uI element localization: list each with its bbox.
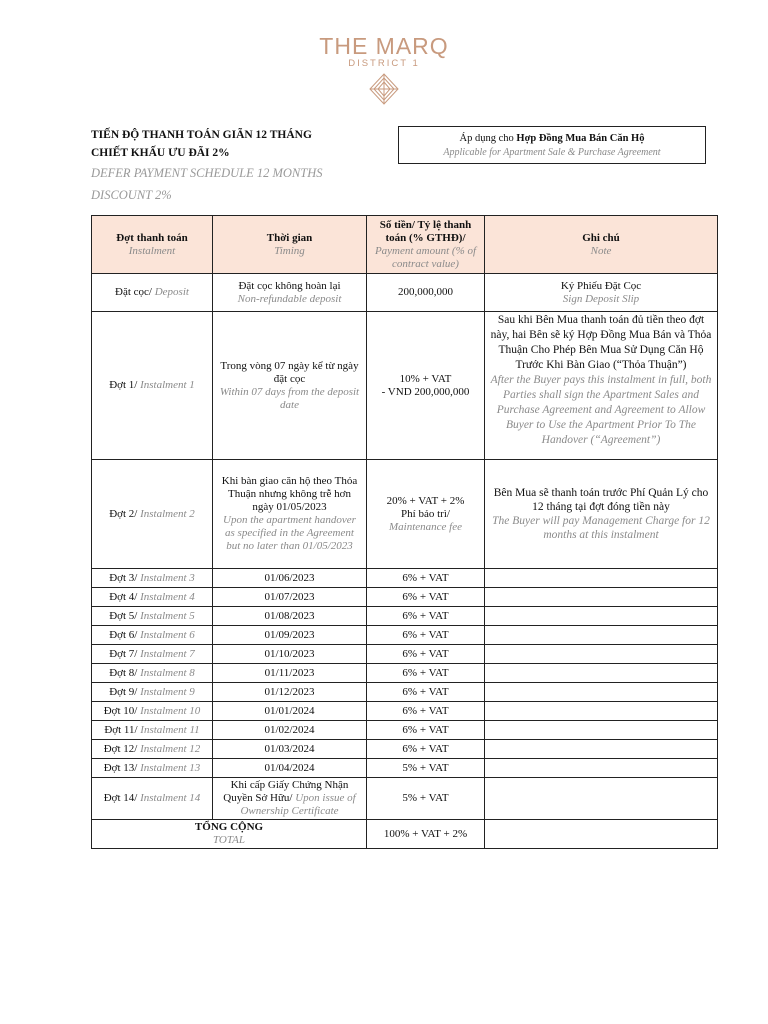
header-timing-en: Timing xyxy=(274,244,305,257)
amount-cell: 6% + VAT xyxy=(367,569,485,588)
header-timing-vn: Thời gian xyxy=(266,231,313,244)
title-en-line1: DEFER PAYMENT SCHEDULE 12 MONTHS xyxy=(91,166,323,180)
instalment-cell xyxy=(92,759,213,778)
timing-cell xyxy=(213,460,367,569)
document-title xyxy=(91,126,391,206)
timing-cell: 01/08/2023 xyxy=(213,607,367,626)
applicable-box xyxy=(398,126,706,164)
timing-cell: 01/01/2024 xyxy=(213,702,367,721)
instalment-vn: Đợt 1/ xyxy=(109,379,141,391)
instalment-en: Instalment 14 xyxy=(140,792,201,804)
header-amount-vn: Số tiền/ Tỷ lệ thanh toán (% GTHĐ)/ xyxy=(379,218,472,244)
instalment-cell xyxy=(92,607,213,626)
table-row xyxy=(92,460,718,569)
instalment-cell xyxy=(92,588,213,607)
instalment-cell xyxy=(92,645,213,664)
title-vn-line1: TIẾN ĐỘ THANH TOÁN GIÃN 12 THÁNG xyxy=(91,129,312,141)
instalment-en: Deposit xyxy=(154,286,189,298)
table-row xyxy=(92,312,718,460)
instalment-en: Instalment 2 xyxy=(140,507,195,520)
timing-en: Upon issue of Ownership Certificate xyxy=(240,792,356,817)
title-vn-line2: CHIẾT KHẤU ƯU ĐÃI 2% xyxy=(91,147,230,159)
amount-cell: 6% + VAT xyxy=(367,740,485,759)
instalment-en: Instalment 7 xyxy=(140,647,195,660)
applicable-en: Applicable for Apartment Sale & Purchase Agreement xyxy=(443,147,661,158)
instalment-vn: Đợt 13/ xyxy=(103,761,141,774)
applicable-vn xyxy=(399,132,705,146)
note-cell xyxy=(485,626,718,645)
table-row xyxy=(92,721,718,740)
note-en: The Buyer will pay Management Charge for 12 months at this instalment xyxy=(492,515,710,541)
timing-en: Upon the apartment handover as specified in the Agreement but no later than 01/05/2023 xyxy=(223,514,356,552)
instalment-cell xyxy=(92,702,213,721)
instalment-vn: Đợt 5/ xyxy=(109,609,141,622)
note-cell xyxy=(485,569,718,588)
amount-line1: 10% + VAT xyxy=(399,372,452,385)
table-row xyxy=(92,645,718,664)
instalment-cell xyxy=(92,778,213,820)
timing-cell: 01/12/2023 xyxy=(213,683,367,702)
instalment-cell xyxy=(92,683,213,702)
total-amount-cell: 100% + VAT + 2% xyxy=(367,820,485,849)
timing-vn: Đặt cọc không hoàn lại xyxy=(238,279,341,292)
table-row xyxy=(92,702,718,721)
note-en: After the Buyer pays this instalment in full, both Parties shall sign the Apartment Sales and Purchase Agreement and Agreement to Allow Buyer to Use the Apartment Prior To The Handover (“Agreement”) xyxy=(490,374,712,446)
table-row xyxy=(92,683,718,702)
note-cell xyxy=(485,312,718,460)
total-en: TOTAL xyxy=(212,834,245,846)
note-cell xyxy=(485,664,718,683)
instalment-en: Instalment 10 xyxy=(140,704,201,717)
header-instalment-vn: Đợt thanh toán xyxy=(116,231,188,244)
timing-en: Within 07 days from the deposit date xyxy=(219,385,360,411)
note-cell xyxy=(485,740,718,759)
table-row xyxy=(92,778,718,820)
timing-vn: Khi cấp Giấy Chứng Nhận Quyền Sở Hữu/ xyxy=(223,779,349,804)
instalment-en: Instalment 11 xyxy=(140,723,200,736)
amount-cell xyxy=(367,460,485,569)
header-amount xyxy=(367,216,485,274)
amount-line2: - VND 200,000,000 xyxy=(381,385,470,398)
logo-sub: DISTRICT 1 xyxy=(348,58,420,69)
logo-emblem-icon xyxy=(0,73,768,110)
table-row xyxy=(92,740,718,759)
title-en-line2: DISCOUNT 2% xyxy=(91,188,172,202)
header-amount-en: Payment amount (% of contract value) xyxy=(374,244,477,270)
note-vn: Ký Phiếu Đặt Cọc xyxy=(560,279,642,292)
timing-cell: 01/09/2023 xyxy=(213,626,367,645)
applicable-vn-prefix: Áp dụng cho xyxy=(459,133,517,144)
instalment-en: Instalment 3 xyxy=(140,571,195,584)
instalment-vn: Đợt 12/ xyxy=(103,742,141,755)
logo xyxy=(0,34,768,110)
note-cell xyxy=(485,759,718,778)
amount-cell: 6% + VAT xyxy=(367,626,485,645)
amount-cell: 6% + VAT xyxy=(367,588,485,607)
instalment-vn: Đặt cọc/ xyxy=(115,286,155,298)
instalment-vn: Đợt 9/ xyxy=(109,685,141,698)
amount-cell: 6% + VAT xyxy=(367,607,485,626)
instalment-en: Instalment 12 xyxy=(140,742,201,755)
table-row xyxy=(92,588,718,607)
instalment-vn: Đợt 10/ xyxy=(103,704,141,717)
timing-cell: 01/04/2024 xyxy=(213,759,367,778)
table-row xyxy=(92,759,718,778)
timing-cell: 01/11/2023 xyxy=(213,664,367,683)
amount-cell xyxy=(367,312,485,460)
instalment-cell xyxy=(92,664,213,683)
table-header-row xyxy=(92,216,718,274)
instalment-en: Instalment 13 xyxy=(140,761,201,774)
instalment-vn: Đợt 11/ xyxy=(104,723,141,736)
instalment-vn: Đợt 2/ xyxy=(109,507,141,520)
applicable-vn-bold: Hợp Đồng Mua Bán Căn Hộ xyxy=(516,133,645,144)
table-row xyxy=(92,274,718,312)
instalment-vn: Đợt 7/ xyxy=(109,647,141,660)
instalment-cell xyxy=(92,721,213,740)
amount-cell: 200,000,000 xyxy=(367,274,485,312)
total-row xyxy=(92,820,718,849)
instalment-en: Instalment 4 xyxy=(140,590,195,603)
instalment-en: Instalment 5 xyxy=(140,609,195,622)
table-row xyxy=(92,569,718,588)
timing-cell: 01/03/2024 xyxy=(213,740,367,759)
note-cell xyxy=(485,607,718,626)
instalment-en: Instalment 8 xyxy=(140,666,195,679)
instalment-cell xyxy=(92,740,213,759)
instalment-vn: Đợt 3/ xyxy=(109,571,141,584)
amount-line1: 20% + VAT + 2% xyxy=(386,494,465,507)
timing-cell: 01/07/2023 xyxy=(213,588,367,607)
instalment-cell xyxy=(92,312,213,460)
timing-vn: Trong vòng 07 ngày kể từ ngày đặt cọc xyxy=(220,359,359,385)
table-row xyxy=(92,664,718,683)
amount-cell: 6% + VAT xyxy=(367,721,485,740)
instalment-en: Instalment 1 xyxy=(140,379,195,391)
table-row xyxy=(92,626,718,645)
amount-cell: 6% + VAT xyxy=(367,645,485,664)
instalment-vn: Đợt 8/ xyxy=(109,666,141,679)
timing-cell: 01/02/2024 xyxy=(213,721,367,740)
instalment-cell xyxy=(92,274,213,312)
payment-schedule-table xyxy=(91,215,718,849)
timing-vn: Khi bàn giao căn hộ theo Thỏa Thuận nhưng không trễ hơn ngày 01/05/2023 xyxy=(221,475,358,513)
timing-cell: 01/06/2023 xyxy=(213,569,367,588)
table-row xyxy=(92,607,718,626)
instalment-en: Instalment 6 xyxy=(140,628,195,641)
note-cell xyxy=(485,460,718,569)
logo-brand: THE MARQ xyxy=(319,33,449,59)
timing-cell xyxy=(213,274,367,312)
timing-en: Non-refundable deposit xyxy=(237,292,342,305)
instalment-cell xyxy=(92,569,213,588)
simple-rows xyxy=(92,569,718,778)
instalment-en: Instalment 9 xyxy=(140,685,195,698)
note-vn: Sau khi Bên Mua thanh toán đủ tiền theo đợt này, hai Bên sẽ ký Hợp Đồng Mua Bán và Thỏa Thuận Cho Phép Bên Mua Sử Dụng Căn Hộ Trước Khi Bàn Giao (“Thỏa Thuận”) xyxy=(490,314,712,371)
note-cell xyxy=(485,778,718,820)
amount-cell: 6% + VAT xyxy=(367,683,485,702)
timing-cell xyxy=(213,778,367,820)
note-vn: Bên Mua sẽ thanh toán trước Phí Quản Lý cho 12 tháng tại đợt đóng tiền này xyxy=(493,487,709,513)
note-cell xyxy=(485,683,718,702)
amount-cell: 6% + VAT xyxy=(367,664,485,683)
instalment-cell xyxy=(92,460,213,569)
total-note-cell xyxy=(485,820,718,849)
header-note-en: Note xyxy=(590,244,612,257)
amount-line2: Phí bảo trì/ xyxy=(401,507,450,520)
instalment-cell xyxy=(92,626,213,645)
header-instalment-en: Instalment xyxy=(128,244,176,257)
header-timing xyxy=(213,216,367,274)
timing-cell xyxy=(213,312,367,460)
note-en: Sign Deposit Slip xyxy=(562,292,640,305)
instalment-vn: Đợt 6/ xyxy=(109,628,141,641)
instalment-vn: Đợt 14/ xyxy=(103,792,141,804)
instalment-vn: Đợt 4/ xyxy=(109,590,141,603)
amount-cell: 6% + VAT xyxy=(367,702,485,721)
note-cell xyxy=(485,588,718,607)
amount-cell: 5% + VAT xyxy=(367,759,485,778)
note-cell xyxy=(485,274,718,312)
total-label-cell xyxy=(92,820,367,849)
note-cell xyxy=(485,702,718,721)
total-vn: TỔNG CỘNG xyxy=(194,821,264,833)
header-note-vn: Ghi chú xyxy=(582,231,620,244)
amount-cell: 5% + VAT xyxy=(367,778,485,820)
header-note xyxy=(485,216,718,274)
note-cell xyxy=(485,721,718,740)
timing-cell: 01/10/2023 xyxy=(213,645,367,664)
header-instalment xyxy=(92,216,213,274)
note-cell xyxy=(485,645,718,664)
amount-en: Maintenance fee xyxy=(389,520,462,533)
